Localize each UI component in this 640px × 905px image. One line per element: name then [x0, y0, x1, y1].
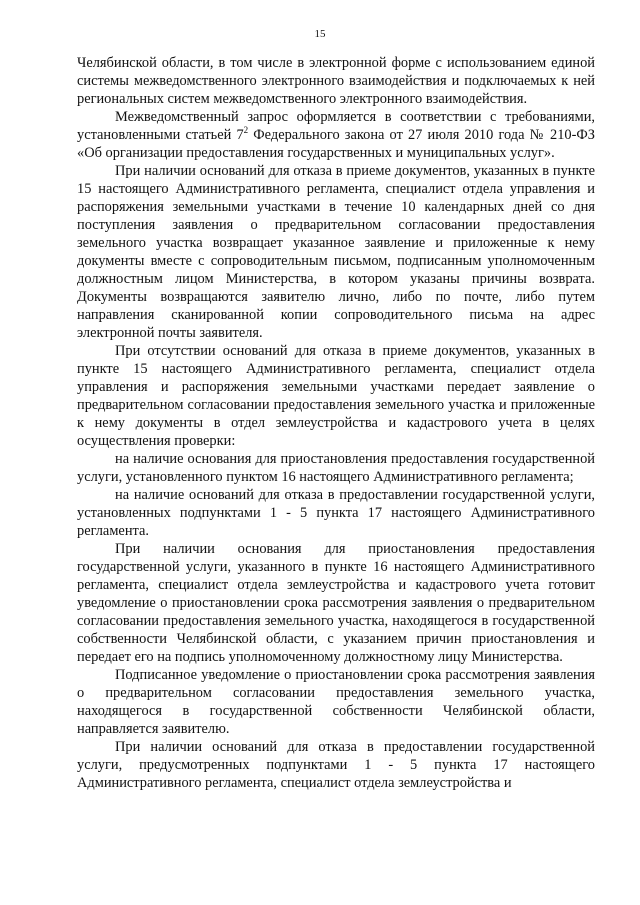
superscript-2: 2 — [243, 125, 249, 136]
paragraph-4: При отсутствии оснований для отказа в приеме документов, указанных в пункте 15 настоящего Административного регламента, специалист отдела управления и распоряжения земельными участками передает заявление о предварительном согласовании предоставления земельного участка и приложенные к нему документы в отдел землеустройства и кадастрового учета в целях осуществления проверки: — [77, 343, 595, 449]
paragraph-2-text-end: Федерального закона от 27 июля 2010 года № 210-ФЗ «Об организации предоставления государственных и муниципальных услуг». — [77, 127, 595, 161]
paragraph-2-text-start: Межведомственный запрос оформляется в соответствии с требованиями, установленными статьей 7 — [77, 109, 595, 143]
paragraph-5: на наличие основания для приостановления предоставления государственной услуги, установленного пунктом 16 настоящего Административного регламента; — [77, 451, 595, 485]
paragraph-8: Подписанное уведомление о приостановлении срока рассмотрения заявления о предварительном согласовании предоставления земельного участка, находящегося в государственной собственности Челябинской области, направляется заявителю. — [77, 667, 595, 737]
page-number: 15 — [314, 28, 326, 40]
paragraph-2 — [77, 108, 595, 162]
paragraph-6: на наличие оснований для отказа в предоставлении государственной услуги, установленных подпунктами 1 - 5 пункта 17 настоящего Административного регламента. — [77, 487, 595, 539]
paragraph-3: При наличии оснований для отказа в приеме документов, указанных в пункте 15 настоящего Административного регламента, специалист отдела управления и распоряжения земельными участками в течение 10 календарных дней со дня поступления заявления о предварительном согласовании предоставления земельного участка возвращает указанное заявление и приложенные к нему документы вместе с сопроводительным письмом, подписанным уполномоченным должностным лицом Министерства, в котором указаны причины возврата. Документы возвращаются заявителю лично, либо по почте, либо путем направления сканированной копии сопроводительного письма на адрес электронной почты заявителя. — [77, 163, 595, 341]
paragraph-1: Челябинской области, в том числе в электронной форме с использованием единой системы межведомственного электронного взаимодействия и подключаемых к ней региональных систем межведомственного электронного взаимодействия. — [77, 55, 595, 107]
paragraph-7: При наличии основания для приостановления предоставления государственной услуги, указанного в пункте 16 настоящего Административного регламента, специалист отдела землеустройства и кадастрового учета готовит уведомление о приостановлении срока рассмотрения заявления о предварительном согласовании предоставления земельного участка, находящегося в государственной собственности Челябинской области, с указанием причин приостановления и передает его на подпись уполномоченному должностному лицу Министерства. — [77, 541, 595, 665]
document-body — [77, 54, 595, 792]
paragraph-9: При наличии оснований для отказа в предоставлении государственной услуги, предусмотренных подпунктами 1 - 5 пункта 17 настоящего Административного регламента, специалист отдела землеустройства и — [77, 739, 595, 791]
